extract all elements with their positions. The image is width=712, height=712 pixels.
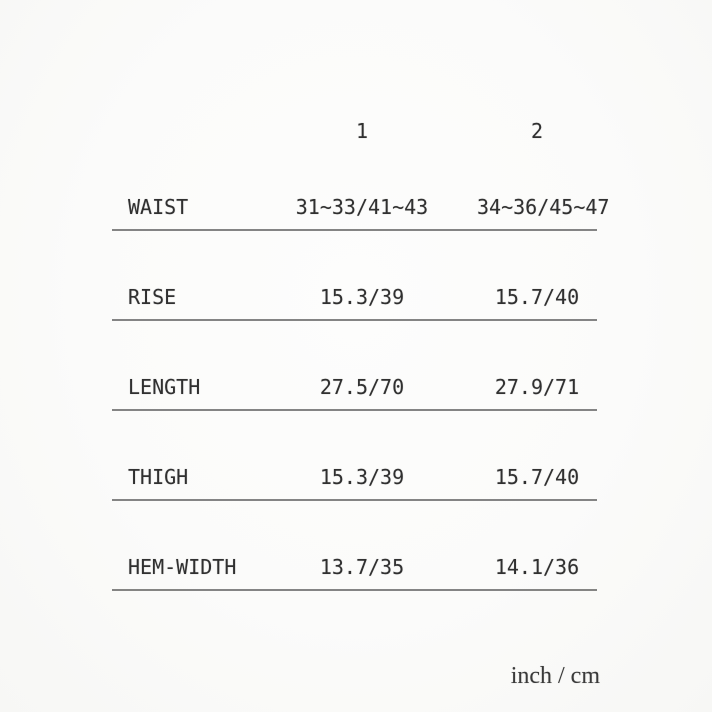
cell-size1-value: 31~33/41~43 — [295, 195, 429, 219]
units-label: inch / cm — [510, 663, 600, 689]
row-label: HEM-WIDTH — [128, 555, 237, 579]
cell-size2-value: 15.7/40 — [494, 465, 580, 489]
table-row-waist — [112, 141, 610, 231]
row-label: THIGH — [128, 465, 189, 489]
cell-size2-value: 15.7/40 — [494, 285, 580, 309]
cell-size2-value: 27.9/71 — [494, 375, 580, 399]
size-column-header-1: 1 — [355, 119, 369, 143]
row-label: RISE — [128, 285, 177, 309]
cell-size1-value: 13.7/35 — [319, 555, 405, 579]
cell-size1-value: 15.3/39 — [319, 285, 405, 309]
cell-size2-value: 34~36/45~47 — [477, 195, 610, 219]
cell-size2-value: 14.1/36 — [494, 555, 580, 579]
table-row-rise — [112, 231, 597, 321]
row-label: WAIST — [128, 195, 189, 219]
table-row-thigh — [112, 411, 597, 501]
size-column-header-2: 2 — [530, 119, 544, 143]
table-row-length — [112, 321, 597, 411]
cell-size1-value: 27.5/70 — [319, 375, 405, 399]
cell-size1-value: 15.3/39 — [319, 465, 405, 489]
row-label: LENGTH — [128, 375, 201, 399]
table-header-row — [112, 45, 597, 141]
size-chart-table — [112, 45, 610, 591]
table-row-hem-width — [112, 501, 597, 591]
